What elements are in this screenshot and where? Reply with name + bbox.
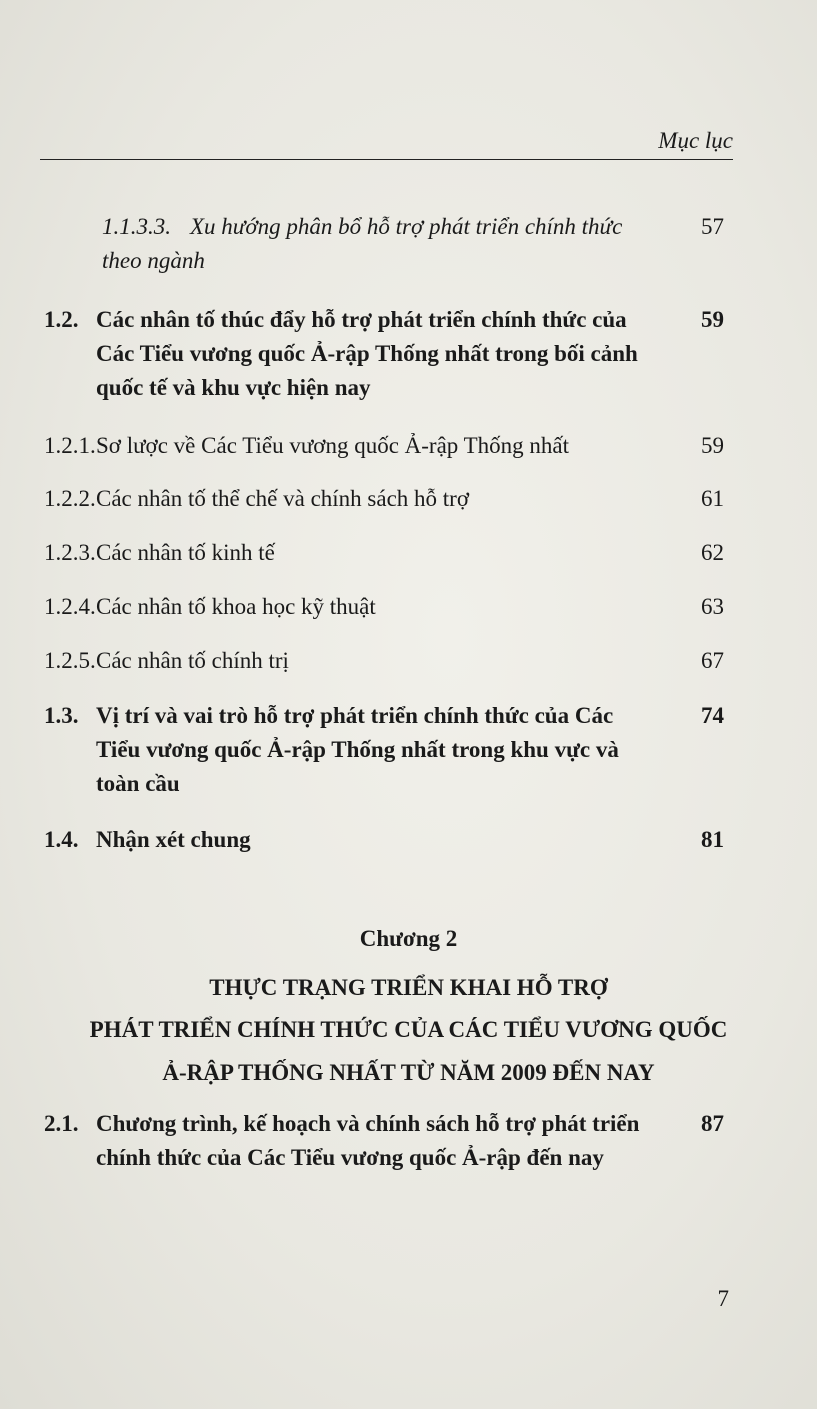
toc-entry-title: Các nhân tố thể chế và chính sách hỗ trợ <box>96 486 470 511</box>
toc-entry-page: 59 <box>701 433 724 458</box>
toc-entry-page: 67 <box>701 648 724 673</box>
running-head: Mục lục <box>658 128 733 153</box>
toc-entry-page: 59 <box>701 307 724 332</box>
toc-entry-title: Chương trình, kế hoạch và chính sách hỗ trợ phát triển chính thức của Các Tiểu vương quốc Ả-rập đến nay <box>96 1111 640 1170</box>
toc-entry-page: 87 <box>701 1111 724 1136</box>
toc-entry-number: 1.3. <box>44 703 79 728</box>
toc-entry-title: Các nhân tố khoa học kỹ thuật <box>96 594 376 619</box>
chapter-title-line: THỰC TRẠNG TRIỂN KHAI HỖ TRỢ <box>209 975 608 1000</box>
toc-entry-number: 1.2.1. <box>44 433 96 458</box>
chapter-title-line: PHÁT TRIỂN CHÍNH THỨC CỦA CÁC TIỂU VƯƠNG QUỐC <box>89 1017 728 1042</box>
toc-entry-number: 1.2.4. <box>44 594 96 619</box>
toc-entry-title: Sơ lược về Các Tiểu vương quốc Ả-rập Thống nhất <box>96 433 570 458</box>
toc-entry-number: 1.4. <box>44 827 79 852</box>
toc-entry-title: Các nhân tố thúc đẩy hỗ trợ phát triển chính thức của Các Tiểu vương quốc Ả-rập Thống nhất trong bối cảnh quốc tế và khu vực hiện nay <box>96 307 638 400</box>
chapter-label: Chương 2 <box>359 926 458 951</box>
page-number: 7 <box>717 1286 729 1311</box>
toc-entry-number: 1.2. <box>44 307 79 332</box>
toc-entry-title: Nhận xét chung <box>96 827 251 852</box>
toc-entry-title: Xu hướng phân bổ hỗ trợ phát triển chính thức theo ngành <box>102 214 623 273</box>
toc-entry-title: Các nhân tố chính trị <box>96 648 289 673</box>
toc-entry-number: 1.2.5. <box>44 648 96 673</box>
toc-entry-title: Các nhân tố kinh tế <box>96 540 275 565</box>
toc-entry-page: 61 <box>701 486 724 511</box>
toc-entry-number: 1.1.3.3. <box>102 214 171 239</box>
toc-entry-page: 81 <box>701 827 724 852</box>
toc-entry-number: 1.2.3. <box>44 540 96 565</box>
toc-entry-title: Vị trí và vai trò hỗ trợ phát triển chính thức của Các Tiểu vương quốc Ả-rập Thống nhất trong khu vực và toàn cầu <box>96 703 619 796</box>
header-rule <box>40 159 733 160</box>
chapter-title-line: Ả-RẬP THỐNG NHẤT TỪ NĂM 2009 ĐẾN NAY <box>162 1060 655 1085</box>
toc-entry-number: 2.1. <box>44 1111 79 1136</box>
toc-entry-page: 57 <box>701 214 724 239</box>
toc-entry-number: 1.2.2. <box>44 486 96 511</box>
toc-entry-page: 74 <box>701 703 724 728</box>
toc-entry-page: 63 <box>701 594 724 619</box>
toc-entry-page: 62 <box>701 540 724 565</box>
